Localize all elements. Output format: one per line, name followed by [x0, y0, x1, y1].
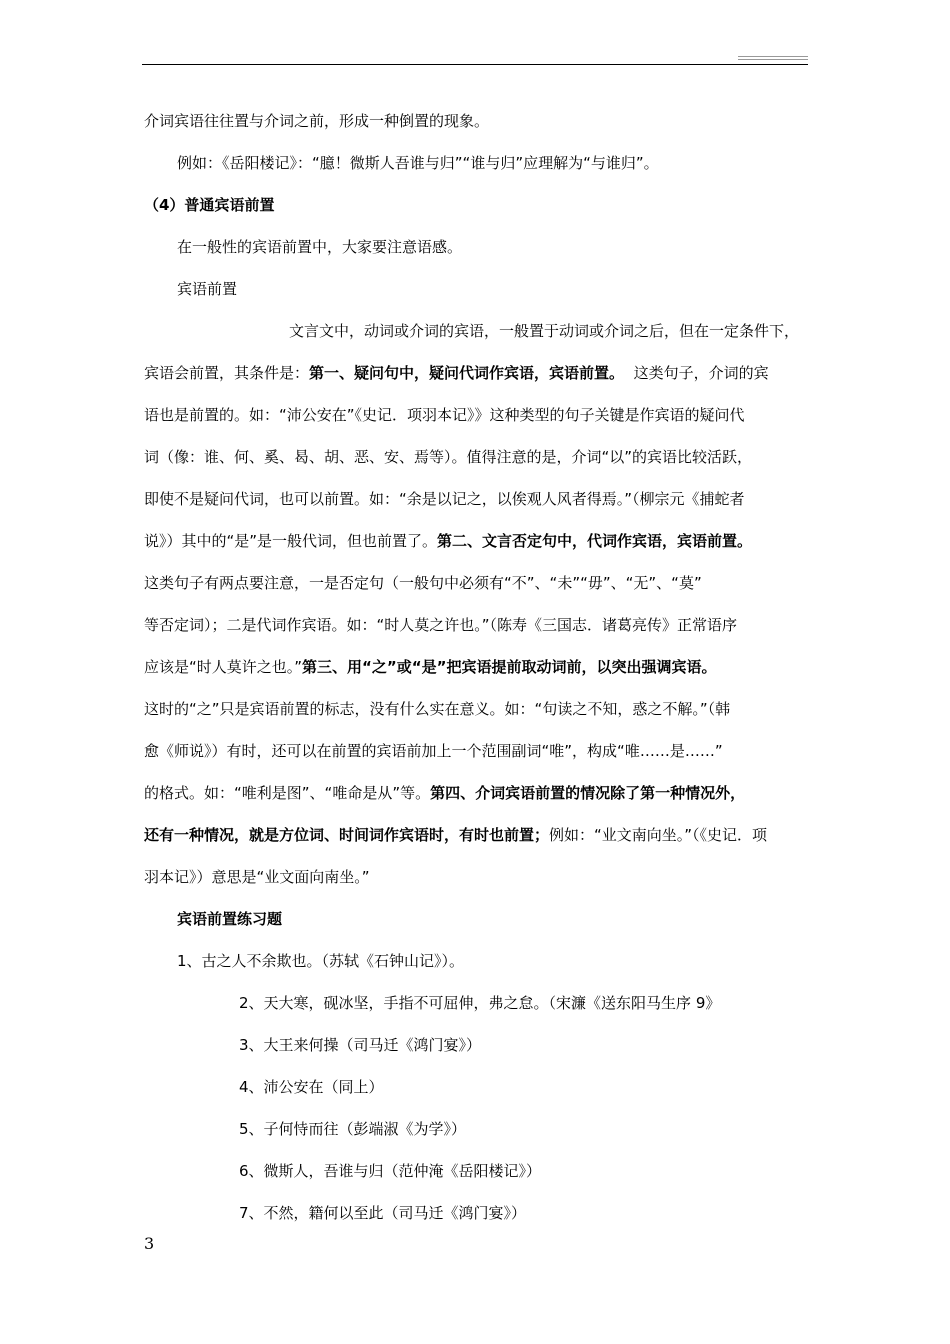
paragraph-line — [144, 363, 769, 383]
bold-run: 第二、文言否定句中，代词作宾语，宾语前置。 — [437, 532, 753, 550]
bold-run: 第四、介词宾语前置的情况除了第一种情况外， — [430, 784, 746, 802]
exercise-item: 1、古之人不余欺也。（苏轼《石钟山记》）。 — [177, 952, 465, 970]
paragraph-line: 羽本记》）意思是“业文面向南坐。” — [144, 868, 370, 886]
paragraph-line — [144, 783, 745, 803]
exercise-item: 6、微斯人，吾谁与归（范仲淹《岳阳楼记》） — [239, 1162, 542, 1180]
header-rule — [142, 64, 808, 65]
paragraph-line: 等否定词）；二是代词作宾语。如：“时人莫之许也。”（陈寿《三国志．诸葛亮传》正常语序 — [144, 616, 738, 634]
paragraph-line: 这时的“之”只是宾语前置的标志，没有什么实在意义。如：“句读之不知，惑之不解。”（韩 — [144, 700, 731, 718]
text-run: 这类句子，介词的宾 — [633, 364, 769, 382]
paragraph-line: 介词宾语往往置与介词之前，形成一种倒置的现象。 — [144, 112, 490, 130]
paragraph-line — [144, 825, 767, 845]
section-heading: （4）普通宾语前置 — [144, 196, 275, 214]
bold-run: 第一、疑问句中，疑问代词作宾语，宾语前置。 — [309, 364, 625, 382]
exercise-item: 3、大王来何操（司马迁《鸿门宴》） — [239, 1036, 482, 1054]
paragraph-line: 文言文中，动词或介词的宾语，一般置于动词或介词之后，但在一定条件下， — [289, 322, 800, 340]
bold-run: 第三、用“之”或“是”把宾语提前取动词前，以突出强调宾语。 — [302, 658, 717, 676]
paragraph-line: 愈《师说》）有时，还可以在前置的宾语前加上一个范围副词“唯”，构成“唯……是……” — [144, 742, 723, 760]
text-run: 说》）其中的“是”是一般代词，但也前置了。 — [144, 532, 438, 550]
exercise-item: 5、子何恃而往（彭端淑《为学》） — [239, 1120, 467, 1138]
header-mark — [738, 59, 808, 60]
exercise-item: 4、沛公安在（同上） — [239, 1078, 384, 1096]
text-run: 应该是“时人莫许之也。” — [144, 658, 303, 676]
subheading: 宾语前置 — [177, 280, 238, 298]
paragraph-line — [144, 531, 752, 551]
header-mark — [738, 56, 808, 57]
bold-run: 还有一种情况，就是方位词、时间词作宾语时，有时也前置； — [144, 826, 550, 844]
paragraph-line — [144, 657, 716, 677]
page-number: 3 — [144, 1234, 155, 1253]
text-run: 宾语会前置，其条件是： — [144, 364, 310, 382]
paragraph-line: 即使不是疑问代词，也可以前置。如：“余是以记之，以俟观人风者得焉。”（柳宗元《捕蛇者 — [144, 490, 745, 508]
exercise-heading: 宾语前置练习题 — [177, 910, 283, 928]
exercise-item: 2、天大寒，砚冰坚，手指不可屈伸，弗之怠。（宋濂《送东阳马生序 9》 — [239, 994, 721, 1012]
paragraph-line: 例如：《岳阳楼记》：“臆！微斯人吾谁与归”“谁与归”应理解为“与谁归”。 — [177, 154, 659, 172]
text-run: 的格式。如：“唯利是图”、“唯命是从”等。 — [144, 784, 431, 802]
paragraph-line: 语也是前置的。如：“沛公安在”《史记．项羽本记》》这种类型的句子关键是作宾语的疑问代 — [144, 406, 745, 424]
paragraph-line: 在一般性的宾语前置中，大家要注意语感。 — [177, 238, 463, 256]
exercise-item: 7、不然，籍何以至此（司马迁《鸿门宴》） — [239, 1204, 527, 1222]
paragraph-line: 这类句子有两点要注意，一是否定句（一般句中必须有“不”、“未”“毋”、“无”、“莫” — [144, 574, 702, 592]
text-run: 例如：“业文南向坐。”（《史记．项 — [549, 826, 768, 844]
paragraph-line: 词（像：谁、何、奚、曷、胡、恶、安、焉等）。值得注意的是，介词“以”的宾语比较活跃， — [144, 448, 753, 466]
